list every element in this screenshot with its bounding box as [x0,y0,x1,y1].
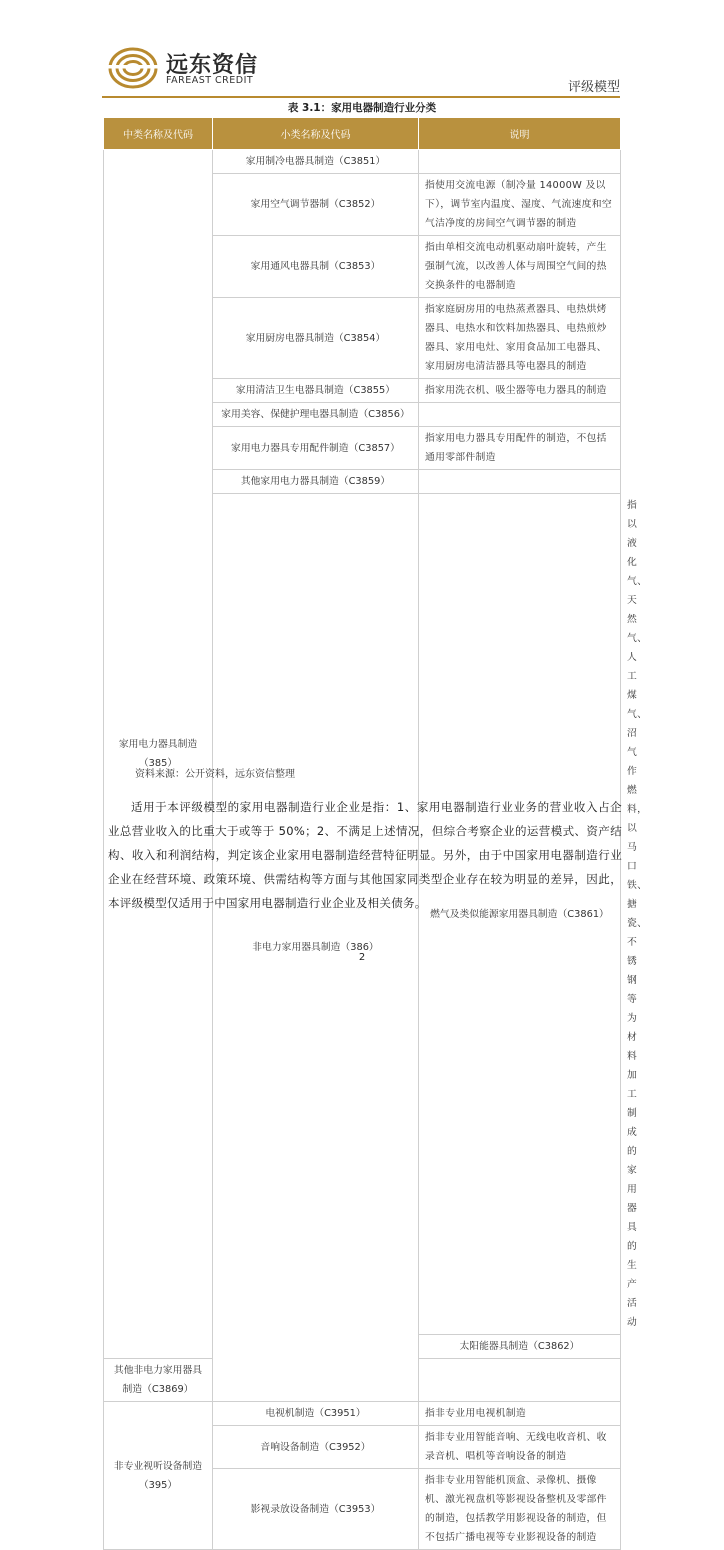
description-cell: 指家用电力器具专用配件的制造，不包括通用零部件制造 [419,427,621,470]
description-cell [419,470,621,494]
subcategory-cell: 家用美容、保健护理电器具制造（C3856） [213,403,419,427]
subcategory-cell: 家用制冷电器具制造（C3851） [213,150,419,174]
description-cell [419,1359,621,1402]
table-row: 非电力家用器具制造（386） 燃气及类似能源家用器具制造（C3861） 指以液化气、天然气、人工煤气、沼气作燃料，以马口铁、搪瓷、不锈钢等为材料加工制成的家用器具的生产活动 [104,494,621,1335]
subcategory-cell: 太阳能器具制造（C3862） [419,1335,621,1359]
table-header-row [104,118,621,150]
category-cell: 非专业视听设备制造（395） [104,1402,213,1550]
company-logo [108,46,278,92]
column-header-category: 中类名称及代码 [104,118,213,150]
header-label: 评级模型 [567,80,620,95]
description-cell: 指由单相交流电动机驱动扇叶旋转，产生强制气流，以改善人体与周围空气间的热交换条件的电器制造 [419,236,621,298]
subcategory-cell: 影视录放设备制造（C3953） [213,1469,419,1550]
subcategory-cell: 燃气及类似能源家用器具制造（C3861） [419,494,621,1335]
subcategory-cell: 家用电力器具专用配件制造（C3857） [213,427,419,470]
category-cell: 家用电力器具制造（385） [104,150,213,1359]
subcategory-cell: 家用清洁卫生电器具制造（C3855） [213,379,419,403]
subcategory-cell: 家用空气调节器制（C3852） [213,174,419,236]
subcategory-cell: 其他家用电力器具制造（C3859） [213,470,419,494]
description-cell [419,150,621,174]
table-row [104,1402,621,1426]
description-cell: 指非专业用智能机顶盒、录像机、摄像机、激光视盘机等影视设备整机及零部件的制造，包括教学用影视设备的制造，但不包括广播电视等专业影视设备的制造 [419,1469,621,1550]
body-paragraph: 适用于本评级模型的家用电器制造行业企业是指：1、家用电器制造行业业务的营业收入占企业总营业收入的比重大于或等于 50%；2、不满足上述情况，但综合考察企业的运营模式、资产结构、收入和利润结构，判定该企业家用电器制造经营特征明显。另外，由于中国家用电器制造行业企业在经营环境、政策环境、供需结构等方面与其他国家同类型企业存在较为明显的差异，因此，本评级模型仅适用于中国家用电器制造行业企业及相关债务。 [108,800,622,910]
description-cell [419,403,621,427]
fareast-logo-icon [108,46,158,90]
table-row [104,150,621,174]
description-cell: 指家庭厨房用的电热蒸煮器具、电热烘烤器具、电热水和饮料加热器具、电热煎炒器具、家用电灶、家用食品加工电器具、家用厨房电清洁器具等电器具的制造 [419,298,621,379]
column-header-subcategory: 小类名称及代码 [213,118,419,150]
logo-text-cn: 远东资信 [166,53,259,78]
logo-text-en: FAREAST CREDIT [166,75,254,86]
category-cell: 非电力家用器具制造（386） [213,494,419,1402]
subcategory-cell: 音响设备制造（C3952） [213,1426,419,1469]
description-cell: 指非专业用智能音响、无线电收音机、收录音机、唱机等音响设备的制造 [419,1426,621,1469]
table-source-note: 资料来源：公开资料，远东资信整理 [135,769,295,780]
subcategory-cell: 电视机制造（C3951） [213,1402,419,1426]
header-divider [102,96,620,98]
description-cell: 指非专业用电视机制造 [419,1402,621,1426]
column-header-description: 说明 [419,118,621,150]
subcategory-cell: 家用通风电器具制（C3853） [213,236,419,298]
description-cell: 指使用交流电源（制冷量 14000W 及以下），调节室内温度、湿度、气流速度和空气洁净度的房间空气调节器的制造 [419,174,621,236]
subcategory-cell: 家用厨房电器具制造（C3854） [213,298,419,379]
table-caption: 表 3.1：家用电器制造行业分类 [287,102,437,114]
description-cell: 指家用洗衣机、吸尘器等电力器具的制造 [419,379,621,403]
subcategory-cell: 其他非电力家用器具制造（C3869） [104,1359,213,1402]
page-number: 2 [358,952,366,963]
